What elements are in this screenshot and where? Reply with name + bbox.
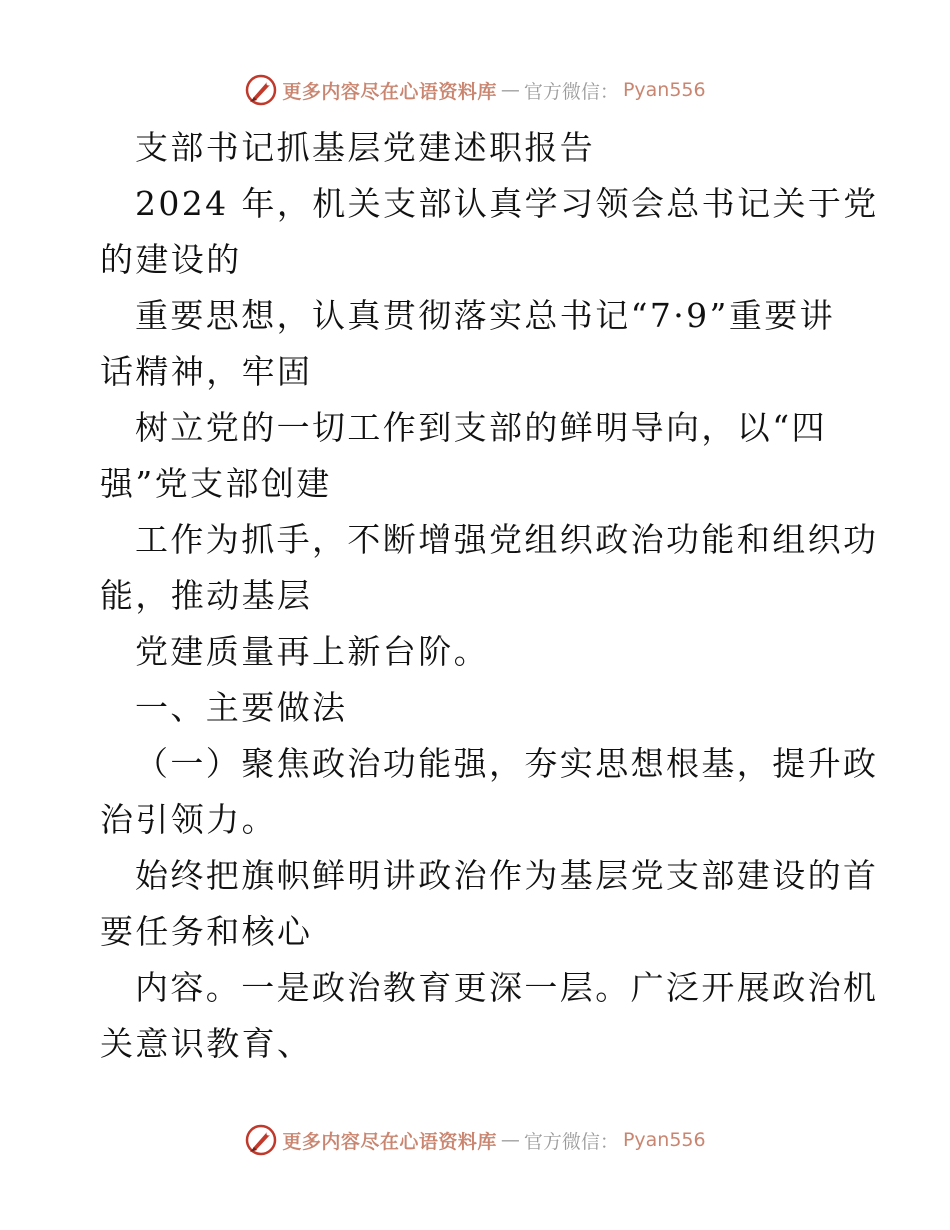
watermark-banner: [244, 1123, 705, 1157]
doc-line: 重要思想，认真贯彻落实总书记“7·9”重要讲: [135, 296, 836, 335]
subsection-heading: （一）聚焦政治功能强，夯实思想根基，提升政: [135, 744, 879, 783]
section-heading: 一、主要做法: [135, 688, 348, 727]
pen-logo-icon: [244, 1123, 278, 1157]
watermark-wechat-id: Pyan556: [622, 1129, 706, 1151]
doc-line: 治引领力。: [100, 800, 277, 839]
watermark-site-text: 更多内容尽在心语资料库: [282, 80, 497, 103]
watermark-site-text: 更多内容尽在心语资料库: [282, 1130, 497, 1153]
watermark-wechat-id: Pyan556: [622, 79, 706, 101]
pen-logo-icon: [244, 73, 278, 107]
doc-line: 始终把旗帜鲜明讲政治作为基层党支部建设的首: [135, 856, 879, 895]
doc-line: 能，推动基层: [100, 576, 313, 615]
doc-line: 话精神，牢固: [100, 352, 313, 391]
footer-watermark: [0, 1122, 950, 1158]
doc-title: 支部书记抓基层党建述职报告: [135, 128, 596, 167]
doc-line: 内容。一是政治教育更深一层。广泛开展政治机: [135, 968, 879, 1007]
watermark-banner: [244, 73, 705, 107]
doc-line: 2024 年，机关支部认真学习领会总书记关于党: [135, 184, 879, 223]
doc-line: 要任务和核心: [100, 912, 313, 951]
document-body: [100, 120, 879, 1072]
watermark-dash: —: [500, 1129, 520, 1151]
watermark-label: 官方微信：: [523, 80, 619, 103]
doc-line: 树立党的一切工作到支部的鲜明导向，以“四: [135, 408, 827, 447]
header-watermark: [0, 72, 950, 108]
doc-line: 工作为抓手，不断增强党组织政治功能和组织功: [135, 520, 879, 559]
doc-line: 的建设的: [100, 240, 242, 279]
watermark-label: 官方微信：: [523, 1130, 619, 1153]
doc-line: 强”党支部创建: [100, 464, 332, 503]
doc-line: 关意识教育、: [100, 1024, 313, 1063]
doc-line: 党建质量再上新台阶。: [135, 632, 489, 671]
watermark-dash: —: [500, 79, 520, 101]
